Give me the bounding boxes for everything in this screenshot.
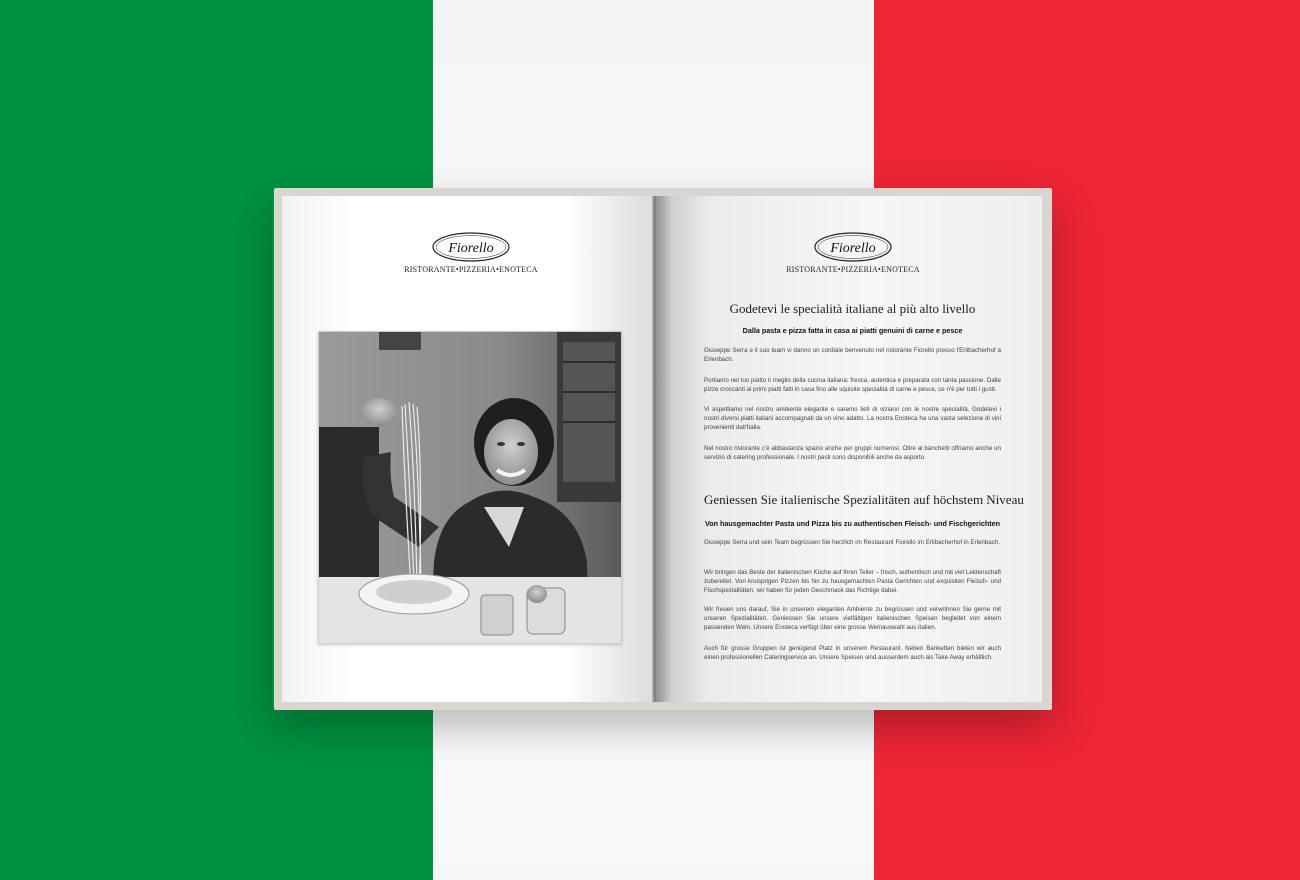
italian-paragraph: Vi aspettiamo nel nostro ambiente elegante e saremo lieti di viziarvi con le nostre specialità. Godetevi i nostri diversi piatti italiani accompagnati da un vino adatto. La nostra Enoteca ha una vasta selezione di vini provenienti dall'Italia. [704, 406, 1001, 431]
logo-left [391, 231, 551, 274]
logo-oval-left [431, 231, 511, 263]
german-paragraph: Wir bringen das Beste der italienischen Küche auf Ihren Teller – frisch, authentisch und mit viel Leidenschaft zubereitet. Von knusprigen Pizzen bis hin zu hausgemachten Pasta Gerichten und exquisiten Fleisch- und Fischspezialitäten, wir haben für jeden Geschmack das Richtige dabei. [704, 569, 1001, 594]
german-heading: Geniessen Sie italienische Spezialitäten auf höchstem Niveau [704, 492, 1024, 507]
logo-name-left: Fiorello [448, 241, 494, 256]
book-spine [652, 196, 658, 702]
logo-name-right: Fiorello [830, 241, 876, 256]
logo-tagline-left: RISTORANTE•PIZZERIA•ENOTECA [404, 265, 538, 274]
italian-paragraph: Giuseppe Serra e il suo team vi danno un cordiale benvenuto nel ristorante Fiorello presso l'Erlibacherhof a Erlenbach. [704, 347, 1001, 363]
photo-woman-eating-spaghetti [319, 332, 621, 643]
logo-right [773, 231, 933, 274]
german-paragraph: Auch für grosse Gruppen ist genügend Platz in unserem Restaurant. Neben Banketten bieten wir auch einen professionellen Cateringservice an. Unsere Speisen sind ausserdem auch als Take Away erhältlich. [704, 645, 1001, 661]
german-paragraph: Giuseppe Serra und sein Team begrüssen Sie herzlich im Restaurant Fiorello im Erlibacherhof in Erlenbach. [704, 539, 1001, 546]
vintage-photo [318, 331, 622, 644]
german-subheading: Von hausgemachter Pasta und Pizza bis zu authentischen Fleisch- und Fischgerichten [704, 519, 1000, 528]
italian-heading: Godetevi le specialità italiane al più alto livello [729, 301, 976, 316]
logo-tagline-right: RISTORANTE•PIZZERIA•ENOTECA [786, 265, 920, 274]
italian-paragraph: Nel nostro ristorante c'è abbastanza spazio anche per gruppi numerosi. Oltre ai banchetti offriamo anche un servizio di catering professionale. I nostri pasti sono disponibili anche da asporto. [704, 445, 1001, 461]
italian-subheading: Dalla pasta e pizza fatta in casa ai piatti genuini di carne e pesce [742, 326, 963, 335]
italian-paragraph: Portiamo nel tuo piatto il meglio della cucina italiana: fresca, autentica e preparata con tanta passione. Dalle pizze croccanti ai primi piatti fatti in casa fino alle squisite specialità di carne e pesce, ce n'è per tutti i gusti. [704, 377, 1001, 393]
german-paragraph: Wir freuen uns darauf, Sie in unserem eleganten Ambiente zu begrüssen und verwöhnen Sie gerne mit unseren Spezialitäten. Geniessen Sie unsere vielfältigen italienischen Speisen begleitet von einem passenden Wein. Unsere Enoteca verfügt über eine grosse Weinauswahl aus Italien. [704, 606, 1001, 631]
logo-oval-right [813, 231, 893, 263]
